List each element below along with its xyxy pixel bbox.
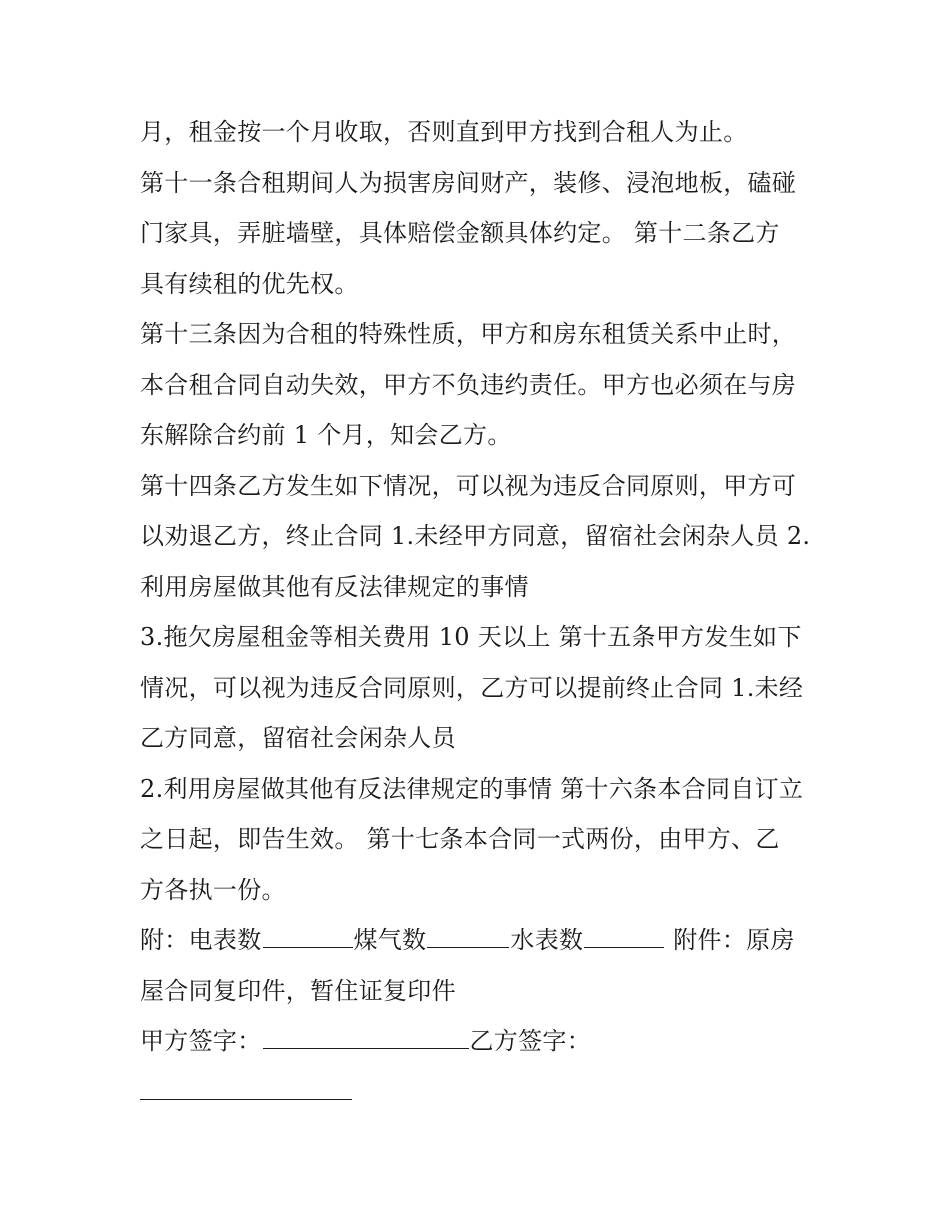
water-label: 水表数 xyxy=(510,926,584,954)
text-line: 门家具，弄脏墙壁，具体赔偿金额具体约定。 第十二条乙方 xyxy=(140,219,780,247)
attachment-label: 附件：原房 xyxy=(665,926,795,954)
text-line: 第十四条乙方发生如下情况，可以视为违反合同原则，甲方可 xyxy=(140,471,797,500)
gas-label: 煤气数 xyxy=(353,926,427,954)
text-line: 情况，可以视为违反合同原则，乙方可以提前终止合同 1.未经 xyxy=(140,673,804,702)
party-a-signature-label: 甲方签字： xyxy=(140,1027,262,1055)
text-line: 屋合同复印件，暂住证复印件 xyxy=(140,976,456,1005)
text-line: 以劝退乙方，终止合同 1.未经甲方同意，留宿社会闲杂人员 2. xyxy=(140,522,811,550)
text-line: 3.拖欠房屋租金等相关费用 10 天以上 第十五条甲方发生如下 xyxy=(140,623,802,651)
text-line: 乙方同意，留宿社会闲杂人员 xyxy=(140,724,456,752)
signature-line-2 xyxy=(140,1067,820,1118)
signature-line xyxy=(140,1016,820,1067)
gas-meter-blank[interactable] xyxy=(427,921,509,948)
text-line: 第十三条因为合租的特殊性质，甲方和房东租赁关系中止时， xyxy=(140,320,797,348)
party-a-signature-blank[interactable] xyxy=(263,1022,469,1049)
party-b-signature-blank[interactable] xyxy=(140,1073,352,1100)
text-line: 之日起，即告生效。 第十七条本合同一式两份，由甲方、乙 xyxy=(140,825,780,853)
electric-meter-blank[interactable] xyxy=(263,921,353,948)
meter-prefix: 附：电表数 xyxy=(140,926,262,954)
text-line: 月，租金按一个月收取，否则直到甲方找到合租人为止。 xyxy=(140,118,748,146)
text-line: 第十一条合租期间人为损害房间财产，装修、浸泡地板，磕碰 xyxy=(140,168,797,197)
water-meter-blank[interactable] xyxy=(584,921,664,948)
party-b-signature-label: 乙方签字： xyxy=(469,1027,591,1055)
text-line: 2.利用房屋做其他有反法律规定的事情 第十六条本合同自订立 xyxy=(140,774,804,803)
text-line: 本合租合同自动失效，甲方不负违约责任。甲方也必须在与房 xyxy=(140,370,797,399)
contract-page xyxy=(140,107,820,1117)
text-line: 方各执一份。 xyxy=(140,875,286,904)
meter-readings-line xyxy=(140,915,820,966)
text-line: 利用房屋做其他有反法律规定的事情 xyxy=(140,572,529,601)
text-line: 具有续租的优先权。 xyxy=(140,269,359,298)
text-line: 东解除合约前 1 个月，知会乙方。 xyxy=(140,421,512,449)
